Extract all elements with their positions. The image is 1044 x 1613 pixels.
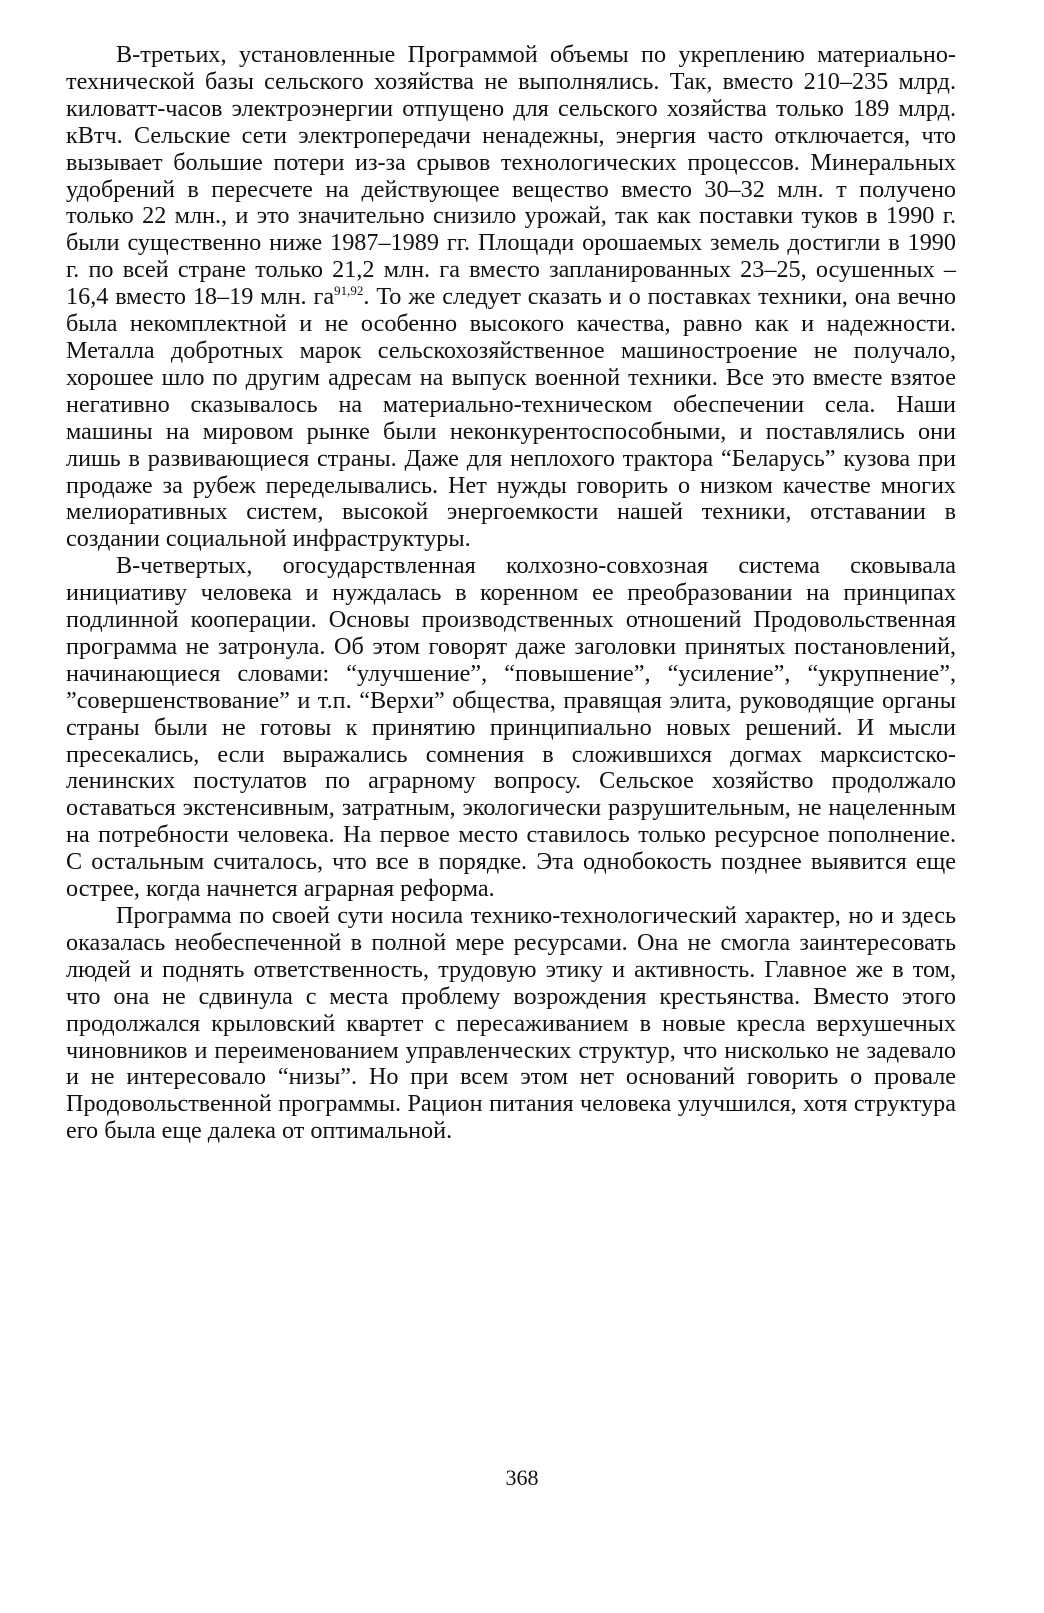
paragraph-program: Программа по своей сути носила технико-технологический характер, но и здесь оказалась необеспеченной в полной мере ресурсами. Она не смогла заинтересовать людей и поднять ответственность, трудовую этику и активность. Главное же в том, что она не сдвинула с места проблему возрождения крестьянства. Вместо этого продолжался крыловский квартет с пересаживанием в новые кресла верхушечных чиновников и переименованием управленческих структур, что нисколько не задевало и не интересовало “низы”. Но при всем этом нет оснований говорить о провале Продовольственной программы. Рацион питания человека улучшился, хотя структура его была еще далека от оптимальной. [66, 902, 956, 1145]
page-number: 368 [505, 1465, 539, 1490]
paragraph-text-continued: . То же следует сказать и о поставках техники, она вечно была некомплектной и не особенно высокого качества, равно как и надежности. Металла добротных марок сельскохозяйственное машиностроение не получало, хорошее шло по другим адресам на выпуск военной техники. Все это вместе взятое негативно сказывалось на материально-техническом обеспечении села. Наши машины на мировом рынке были неконкурентоспособными, и поставлялись они лишь в развивающиеся страны. Даже для неплохого трактора “Беларусь” кузова при продаже за рубеж переделывались. Нет нужды говорить о низком качестве многих мелиоративных систем, высокой энергоемкости нашей техники, отставании в создании социальной инфраструктуры. [66, 283, 956, 553]
footnote-reference: 91,92 [334, 283, 364, 299]
paragraph-third [66, 42, 956, 553]
paragraph-text: В-третьих, установленные Программой объемы по укреплению материально-технической базы сельского хозяйства не выполнялись. Так, вместо 210–235 млрд. киловатт-часов электроэнергии отпущено для сельского хозяйства только 189 млрд. кВтч. Сельские сети электропередачи ненадежны, энергия часто отключается, что вызывает большие потери из-за срывов технологических процессов. Минеральных удобрений в пересчете на действующее вещество вместо 30–32 млн. т получено только 22 млн., и это значительно снизило урожай, так как поставки туков в 1990 г. были существенно ниже 1987–1989 гг. Площади орошаемых земель достигли в 1990 г. по всей стране только 21,2 млн. га вместо запланированных 23–25, осушенных – 16,4 вместо 18–19 млн. га [66, 41, 956, 311]
paragraph-fourth: В-четвертых, огосударствленная колхозно-совхозная система сковывала инициативу человека и нуждалась в коренном ее преобразовании на принципах подлинной кооперации. Основы производственных отношений Продовольственная программа не затронула. Об этом говорят даже заголовки принятых постановлений, начинающиеся словами: “улучшение”, “повышение”, “усиление”, “укрупнение”, ”совершенствование” и т.п. “Верхи” общества, правящая элита, руководящие органы страны были не готовы к принятию принципиально новых решений. И мысли пресекались, если выражались сомнения в сложившихся догмах марксистско-ленинских постулатов по аграрному вопросу. Сельское хозяйство продолжало оставаться экстенсивным, затратным, экологически разрушительным, не нацеленным на потребности человека. На первое место ставилось только ресурсное пополнение. С остальным считалось, что все в порядке. Эта однобокость позднее выявится еще острее, когда начнется аграрная реформа. [66, 552, 956, 903]
page-body [66, 42, 956, 1145]
